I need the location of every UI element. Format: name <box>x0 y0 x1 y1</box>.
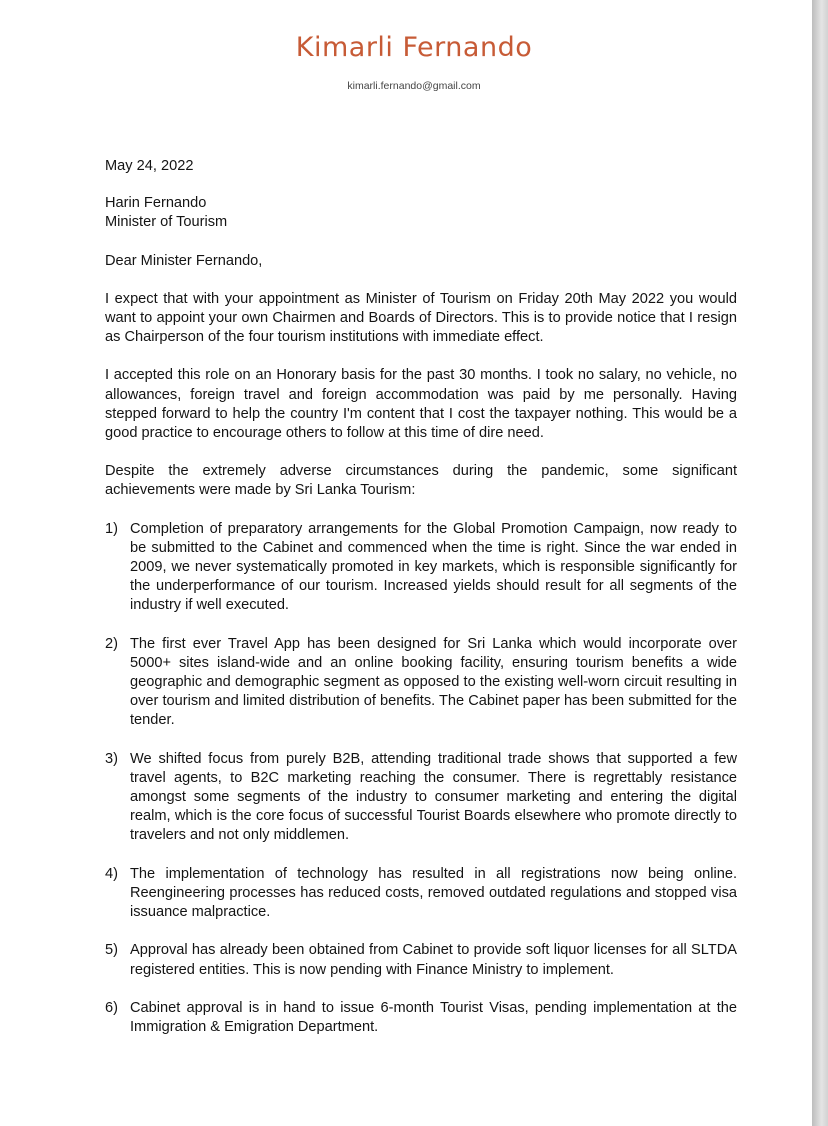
list-item-number: 3) <box>105 750 118 767</box>
paragraph-achievements-intro: Despite the extremely adverse circumstances during the pandemic, some significant achievements were made by Sri Lanka Tourism: <box>105 463 737 499</box>
list-item <box>105 520 737 616</box>
achievements-list <box>105 520 737 1037</box>
list-item-number: 6) <box>105 999 118 1016</box>
list-item-text: Completion of preparatory arrangements for the Global Promotion Campaign, now ready to be submitted to the Cabinet and commenced when the time is right. Since the war ended in 2009, we never systematically promoted in key markets, which is responsible significantly for the underperformance of our tourism. Increased yields should result for all segments of the industry if well executed. <box>130 520 737 614</box>
paragraph-notice: I expect that with your appointment as Minister of Tourism on Friday 20th May 2022 you would want to appoint your own Chairmen and Boards of Directors. This is to provide notice that I resign as Chairperson of the four tourism institutions with immediate effect. <box>105 290 737 346</box>
list-item-number: 1) <box>105 520 118 537</box>
list-item <box>105 750 737 846</box>
salutation: Dear Minister Fernando, <box>105 252 263 269</box>
sender-email: kimarli.fernando@gmail.com <box>347 80 481 92</box>
recipient-block <box>105 194 737 232</box>
paragraph-honorary: I accepted this role on an Honorary basis for the past 30 months. I took no salary, no vehicle, no allowances, foreign travel and foreign accommodation was paid by me personally. Having stepped forward to help the country I'm content that I cost the taxpayer nothing. This would be a good practice to encourage others to follow at this time of dire need. <box>105 367 737 442</box>
list-item <box>105 635 737 731</box>
list-item <box>105 941 737 979</box>
recipient-name: Harin Fernando <box>105 195 207 212</box>
sender-name: Kimarli Fernando <box>295 32 533 63</box>
list-item-number: 4) <box>105 865 118 882</box>
letter-date: May 24, 2022 <box>105 158 194 174</box>
list-item-text: We shifted focus from purely B2B, attending traditional trade shows that supported a few travel agents, to B2C marketing reaching the consumer. There is regrettably resistance amongst some segments of the industry to consumer marketing and entering the digital realm, which is the core focus of successful Tourist Boards elsewhere who promote directly to travelers and not only middlemen. <box>130 750 737 844</box>
list-item <box>105 999 737 1037</box>
list-item <box>105 865 737 923</box>
list-item-text: The implementation of technology has resulted in all registrations now being online. Reengineering processes has reduced costs, removed outdated regulations and stopped visa issuance malpractice. <box>130 865 737 921</box>
recipient-title: Minister of Tourism <box>105 214 228 231</box>
list-item-number: 5) <box>105 942 118 959</box>
letter-body <box>105 157 737 1056</box>
list-item-text: The first ever Travel App has been designed for Sri Lanka which would incorporate over 5000+ sites island-wide and an online booking facility, ensuring tourism benefits a wide geographic and demographic segment as opposed to the existing well-worn circuit resulting in over tourism and limited distribution of benefits. The Cabinet paper has been submitted for the tender. <box>130 635 737 729</box>
list-item-text: Approval has already been obtained from Cabinet to provide soft liquor licenses for all SLTDA registered entities. This is now pending with Finance Ministry to implement. <box>130 942 737 978</box>
list-item-text: Cabinet approval is in hand to issue 6-month Tourist Visas, pending implementation at the Immigration & Emigration Department. <box>130 999 737 1035</box>
list-item-number: 2) <box>105 635 118 652</box>
page-edge <box>812 0 828 1126</box>
